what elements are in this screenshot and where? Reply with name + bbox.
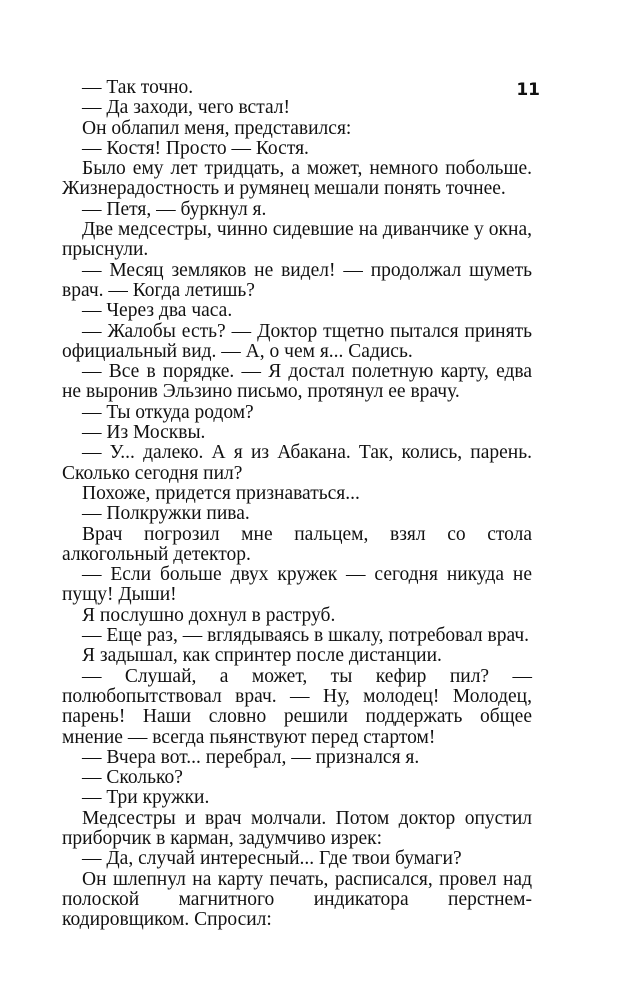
paragraph-6: — Петя, — буркнул я. <box>82 198 267 220</box>
paragraph-12: — Ты откуда родом? <box>82 401 254 423</box>
paragraph-24: — Сколько? <box>82 767 183 789</box>
paragraph-28: Он шлепнул на карту печать, расписался, провел над полоской магнитного индикатора перстнем-кодировщиком. Спросил: <box>62 868 532 931</box>
paragraph-23: — Вчера вот... перебрал, — признался я. <box>82 746 420 768</box>
paragraph-18: — Если больше двух кружек — сегодня никуда не пущу! Дыши! <box>62 564 532 606</box>
paragraph-17: Врач погрозил мне пальцем, взял со стола алкогольный детектор. <box>62 523 532 565</box>
paragraph-8: — Месяц земляков не видел! — продолжал шуметь врач. — Когда летишь? <box>62 259 532 301</box>
paragraph-15: Похоже, придется признаваться... <box>82 482 360 504</box>
paragraph-16: — Полкружки пива. <box>82 503 250 525</box>
paragraph-4: — Костя! Просто — Костя. <box>82 137 309 159</box>
page-number: 11 <box>516 80 540 100</box>
paragraph-2: — Да заходи, чего встал! <box>82 97 291 119</box>
paragraph-26: Медсестры и врач молчали. Потом доктор опустил приборчик в карман, задумчиво изрек: <box>62 807 532 849</box>
paragraph-14: — У... далеко. А я из Абакана. Так, колись, парень. Сколько сегодня пил? <box>62 442 532 484</box>
paragraph-21: Я задышал, как спринтер после дистанции. <box>82 645 442 667</box>
page-text <box>62 78 532 930</box>
paragraph-20: — Еще раз, — вглядываясь в шкалу, потребовал врач. <box>82 625 530 647</box>
paragraph-11: — Все в порядке. — Я достал полетную карту, едва не выронив Эльзино письмо, протянул ее врачу. <box>62 361 532 403</box>
paragraph-22: — Слушай, а может, ты кефир пил? — полюбопытствовал врач. — Ну, молодец! Молодец, парень! Наши словно решили поддержать общее мнение — всегда пьянствуют перед стартом! <box>62 665 532 748</box>
paragraph-1: — Так точно. <box>82 77 194 98</box>
paragraph-9: — Через два часа. <box>82 300 233 322</box>
paragraph-13: — Из Москвы. <box>82 422 206 444</box>
paragraph-5: Было ему лет тридцать, а может, немного побольше. Жизнерадостность и румянец мешали понять точнее. <box>62 158 532 200</box>
paragraph-25: — Три кружки. <box>82 787 210 809</box>
paragraph-7: Две медсестры, чинно сидевшие на диванчике у окна, прыснули. <box>62 219 532 261</box>
paragraph-27: — Да, случай интересный... Где твои бумаги? <box>82 848 462 870</box>
paragraph-19: Я послушно дохнул в раструб. <box>82 604 336 626</box>
paragraph-3: Он облапил меня, представился: <box>82 117 352 139</box>
paragraph-10: — Жалобы есть? — Доктор тщетно пытался принять официальный вид. — А, о чем я... Садись. <box>62 320 532 362</box>
